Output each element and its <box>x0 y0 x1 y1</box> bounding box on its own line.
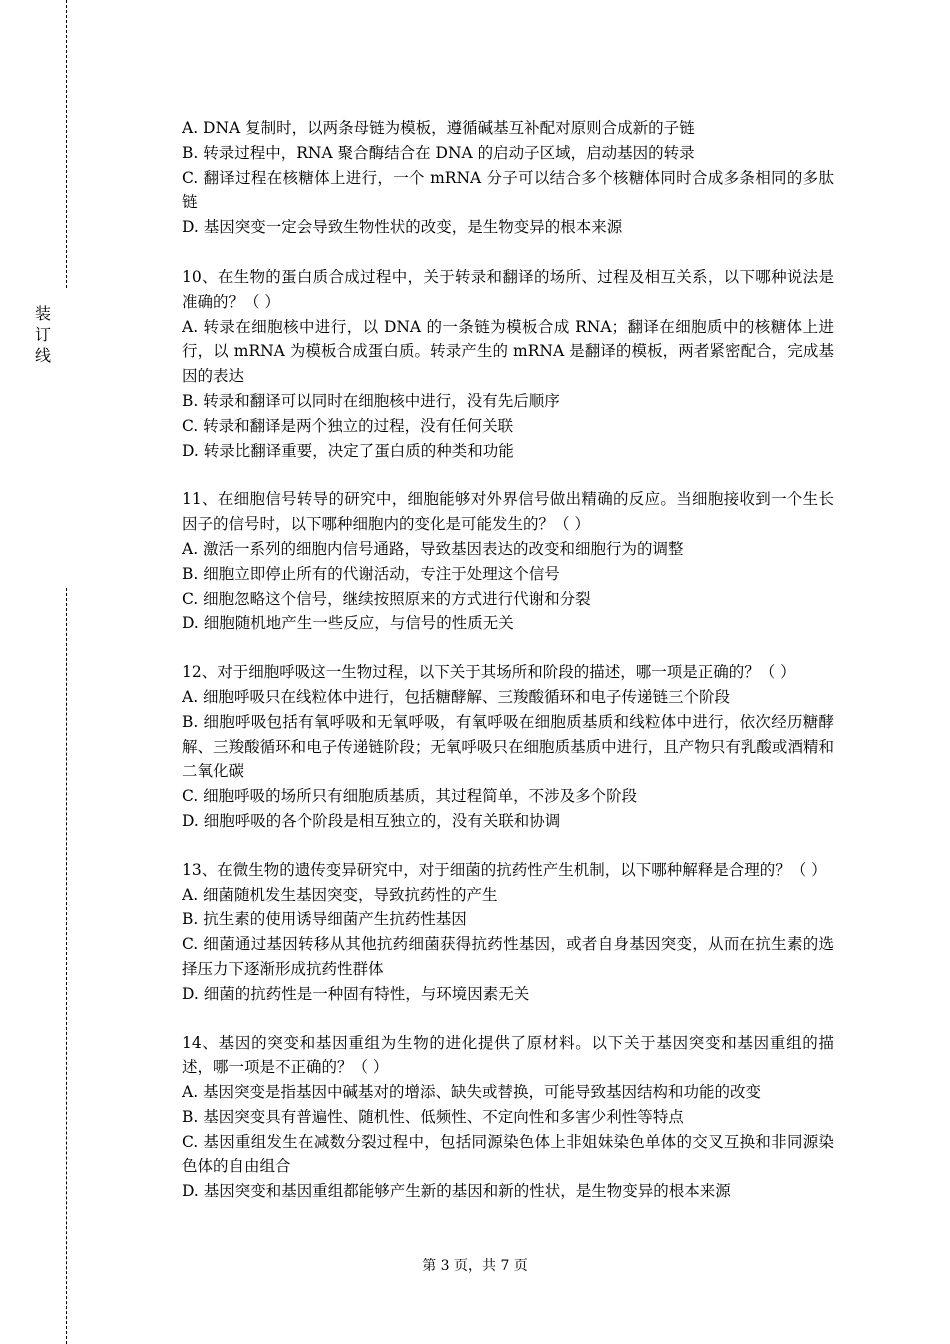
option-c: C. 基因重组发生在减数分裂过程中，包括同源染色体上非姐妹染色单体的交叉互换和非同源染色体的自由组合 <box>182 1132 834 1176</box>
question-stem: 14、基因的突变和基因重组为生物的进化提供了原材料。以下关于基因突变和基因重组的描述，哪一项是不正确的？（ ） <box>182 1033 834 1077</box>
question-stem: 10、在生物的蛋白质合成过程中，关于转录和翻译的场所、过程及相互关系，以下哪种说法是准确的？（ ） <box>182 267 834 311</box>
option-d: D. 转录比翻译重要，决定了蛋白质的种类和功能 <box>182 441 514 460</box>
option-a: A. 细菌随机发生基因突变，导致抗药性的产生 <box>182 885 498 904</box>
option-d: D. 细菌的抗药性是一种固有特性，与环境因素无关 <box>182 984 530 1003</box>
option-b: B. 转录和翻译可以同时在细胞核中进行，没有先后顺序 <box>182 391 560 410</box>
question-13 <box>182 858 834 1007</box>
option-b: B. 转录过程中，RNA 聚合酶结合在 DNA 的启动子区域，启动基因的转录 <box>182 143 695 162</box>
option-d: D. 基因突变和基因重组都能够产生新的基因和新的性状，是生物变异的根本来源 <box>182 1182 731 1201</box>
option-a: A. 细胞呼吸只在线粒体中进行，包括糖酵解、三羧酸循环和电子传递链三个阶段 <box>182 687 731 706</box>
binding-char: 订 <box>34 325 51 344</box>
exam-content <box>182 116 834 1228</box>
option-d: D. 细胞随机地产生一些反应，与信号的性质无关 <box>182 614 514 633</box>
option-c: C. 细胞忽略这个信号，继续按照原来的方式进行代谢和分裂 <box>182 589 591 608</box>
binding-char: 线 <box>34 346 51 365</box>
question-stem: 12、对于细胞呼吸这一生物过程，以下关于其场所和阶段的描述，哪一项是正确的？（ ） <box>182 663 796 682</box>
option-c: C. 翻译过程在核糖体上进行，一个 mRNA 分子可以结合多个核糖体同时合成多条相同的多肽链 <box>182 168 834 212</box>
option-a: A. 激活一系列的细胞内信号通路，导致基因表达的改变和细胞行为的调整 <box>182 539 684 558</box>
page-number: 第 3 页，共 7 页 <box>422 1258 528 1274</box>
question-12 <box>182 660 834 834</box>
question-9-continued <box>182 116 834 240</box>
option-a: A. 基因突变是指基因中碱基对的增添、缺失或替换，可能导致基因结构和功能的改变 <box>182 1083 762 1102</box>
option-b: B. 基因突变具有普遍性、随机性、低频性、不定向性和多害少利性等特点 <box>182 1107 684 1126</box>
option-a: A. DNA 复制时，以两条母链为模板，遵循碱基互补配对原则合成新的子链 <box>182 119 695 137</box>
question-10 <box>182 265 834 463</box>
binding-dashed-line-top <box>66 0 67 288</box>
binding-dashed-line-bottom <box>66 588 67 1344</box>
option-c: C. 细菌通过基因转移从其他抗药细菌获得抗药性基因，或者自身基因突变，从而在抗生素的选择压力下逐渐形成抗药性群体 <box>182 935 834 978</box>
option-b: B. 抗生素的使用诱导细菌产生抗药性基因 <box>182 910 467 929</box>
option-b: B. 细胞立即停止所有的代谢活动，专注于处理这个信号 <box>182 564 560 583</box>
question-stem: 11、在细胞信号转导的研究中，细胞能够对外界信号做出精确的反应。当细胞接收到一个生长因子的信号时，以下哪种细胞内的变化是可能发生的？（ ） <box>182 490 834 534</box>
question-11 <box>182 487 834 636</box>
binding-label <box>32 303 54 366</box>
option-c: C. 细胞呼吸的场所只有细胞质基质，其过程简单，不涉及多个阶段 <box>182 787 638 806</box>
option-c: C. 转录和翻译是两个独立的过程，没有任何关联 <box>182 416 514 435</box>
question-14 <box>182 1031 834 1205</box>
option-a: A. 转录在细胞核中进行，以 DNA 的一条链为模板合成 RNA；翻译在细胞质中的核糖体上进行，以 mRNA 为模板合成蛋白质。转录产生的 mRNA 是翻译的模板，两者紧密配合，完成基因的表达 <box>182 317 834 386</box>
option-d: D. 基因突变一定会导致生物性状的改变，是生物变异的根本来源 <box>182 218 623 237</box>
option-b: B. 细胞呼吸包括有氧呼吸和无氧呼吸，有氧呼吸在细胞质基质和线粒体中进行，依次经历糖酵解、三羧酸循环和电子传递链阶段；无氧呼吸只在细胞质基质中进行，且产物只有乳酸或酒精和二氧化碳 <box>182 712 834 781</box>
question-stem: 13、在微生物的遗传变异研究中，对于细菌的抗药性产生机制，以下哪种解释是合理的？（ ） <box>182 860 827 879</box>
option-d: D. 细胞呼吸的各个阶段是相互独立的，没有关联和协调 <box>182 811 561 830</box>
binding-char: 装 <box>34 304 51 323</box>
